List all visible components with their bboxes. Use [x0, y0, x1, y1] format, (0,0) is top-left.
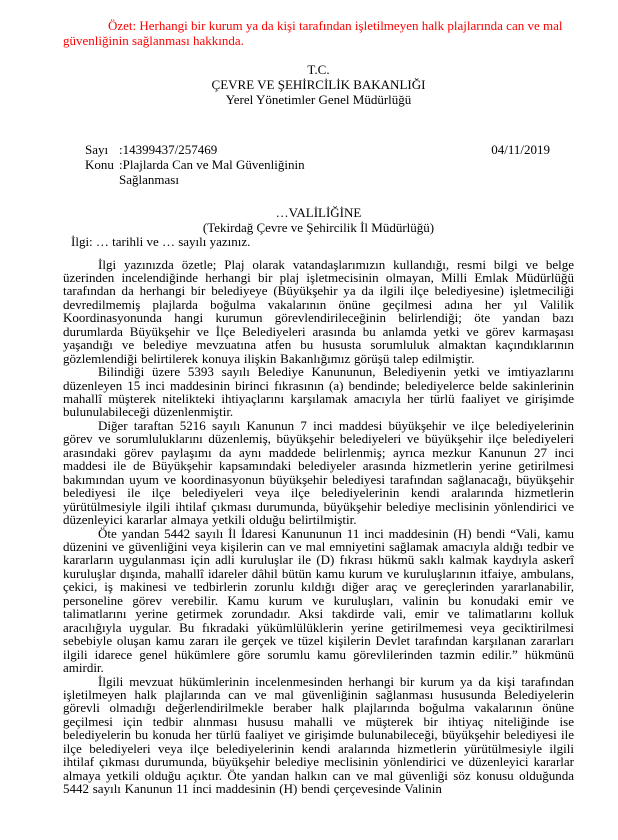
konu-field: [63, 157, 305, 172]
konu-value: :Plajlarda Can ve Mal Güvenliğinin: [119, 157, 305, 172]
date-value: 04/11/2019: [491, 142, 550, 157]
summary-text: Özet: Herhangi bir kurum ya da kişi tarafından işletilmeyen halk plajlarında can ve mal güvenliğinin sağlanması hakkında.: [63, 18, 563, 48]
letterhead-tc: T.C.: [307, 62, 330, 77]
recipient-block: [63, 206, 574, 235]
letterhead-directorate: Yerel Yönetimler Genel Müdürlüğü: [225, 92, 412, 107]
letter-meta: [63, 142, 574, 187]
konu-label: Konu: [85, 157, 114, 172]
body-paragraph-3: Diğer taraftan 5216 sayılı Kanunun 7 inci maddesi büyükşehir ve ilçe belediyelerinin görev ve sorumluluklarını düzenlemiş, büyükşehir belediyeleri ve büyükşehir ilçe belediyeleri arasındaki görev paylaşımı da aynı maddede belirlenmiş; ayrıca mezkur Kanunun 27 inci maddesi ile de Büyükşehir kapsamındaki belediyeler arasında hizmetlerin yerine getirilmesi bakımından uyum ve koordinasyonun büyükşehir belediyesi tarafından sağlanacağı, büyükşehir belediyesi ile ilçe belediyeleri veya ilçe belediyelerinin kendi aralarında hizmetlerin yürütülmesiyle ilgili ihtilaf çıkması durumunda, büyükşehir belediye meclisinin yönlendirici ve düzenleyici kararlar almaya yetkili olduğu belirtilmiştir.: [63, 417, 574, 528]
reference-line: İlgi: … tarihli ve … sayılı yazınız.: [71, 234, 251, 249]
sayi-field: [63, 142, 217, 157]
konu-row-line2: [63, 172, 574, 187]
letter-body: [63, 258, 574, 796]
letterhead: [63, 62, 574, 107]
recipient-line: …VALİLİĞİNE: [275, 205, 362, 220]
konu-row: [63, 157, 574, 172]
konu-value-line2: Sağlanması: [119, 172, 179, 187]
body-paragraph-5: İlgili mevzuat hükümlerinin incelenmesinden herhangi bir kurum ya da kişi tarafından işletilmeyen halk plajlarında can ve mal güvenliğinin sağlanması hususunda Belediyelerin görevli olmadığı değerlendirilmekle beraber halk plajlarında boğulma vakalarının önüne geçilmesi için tedbir alınması hususu mahalli ve müşterek bir ihtiyaç niteliğinde ise belediyelerin bu konuda her türlü faaliyet ve girişimde bulunabileceği, büyükşehir belediyesi ile ilçe belediyeleri veya ilçe belediyelerinin kendi aralarında hizmetlerin yürütülmesiyle ilgili ihtilaf çıkması durumunda, büyükşehir belediye meclisinin yönlendirici ve düzenleyici kararlar almaya yetkili olduğu açıktır. Öte yandan halkın can ve mal güvenliği söz konusu olduğunda 5442 sayılı Kanunun 11 inci maddesinin (H) bendi çerçevesinde Valinin: [63, 673, 574, 797]
body-paragraph-2: Bilindiği üzere 5393 sayılı Belediye Kanununun, Belediyenin yetki ve imtiyazlarını düzenleyen 15 inci maddesinin birinci fıkrasının (a) bendinde; belediyelerce belde sakinlerinin mahallî müşterek nitelikteki ihtiyaçlarını karşılamak amacıyla her türlü faaliyet ve girişimde bulunulabileceği düzenlenmiştir.: [63, 364, 574, 420]
sayi-value: :14399437/257469: [119, 142, 218, 157]
body-paragraph-1: İlgi yazınızda özetle; Plaj olarak vatandaşlarımızın kullandığı, resmi bilgi ve belge üzerinden incelendiğinde herhangi bir plaj işletmecisinin olmayan, Milli Emlak Müdürlüğü tarafından da herhangi bir belediyeye (Büyükşehir ya da ilgili ilçe belediyesine) işletmeciliği devredilmemiş plajlarda boğulma vakalarının önüne geçilmesi adına her yıl Valilik Koordinasyonunda hangi kurumun görevlendirileceğinin belirlendiği; öte yandan bazı durumlarda Büyükşehir ve İlçe Belediyeleri arasında bu anlamda yetki ve görev karmaşası yaşandığı ve belediye mevzuatına atfen bu hususta sorumluluk almaktan kaçındıklarının gözlemlendiği belirtilerek konuya ilişkin Bakanlığımız görüşü talep edilmiştir.: [63, 256, 574, 366]
recipient-sub-line: (Tekirdağ Çevre ve Şehircilik İl Müdürlüğü): [202, 219, 435, 235]
body-paragraph-4: Öte yandan 5442 sayılı İl İdaresi Kanununun 11 inci maddesinin (H) bendi “Vali, kamu düzenini ve güvenliğini veya kişilerin can ve mal emniyetini sağlamak amacıyla aldığı tedbir ve kararların uygulanması için adli kuruluşlar ile (D) fıkrası hükmü saklı kalmak kaydıyla askerî kuruluşlar dışında, mahallî idareler dâhil bütün kamu kurum ve kuruluşlarının itfaiye, ambulans, çekici, iş makinesi ve tedbirlerin zorunlu kıldığı diğer araç ve gereçlerinden yararlanabilir, personeline görev verebilir. Kamu kurum ve kuruluşları, valinin bu konudaki emir ve talimatlarını yerine getirmek zorundadır. Aksi takdirde vali, emir ve talimatlarını kolluk aracılığıyla uygular. Bu fıkradaki yükümlülüklerin yerine getirilmemesi veya geciktirilmesi sebebiyle oluşan kamu zararı ile gerçek ve tüzel kişilerin Devlet tarafından karşılanan zararları ilgili idarece genel hükümlere göre sorumlu kamu görevlilerinden tazmin edilir.” hükmünü amirdir.: [63, 525, 574, 676]
sayi-label: Sayı: [85, 142, 109, 157]
letterhead-ministry: ÇEVRE VE ŞEHİRCİLİK BAKANLIĞI: [211, 77, 426, 92]
sayi-row: [63, 142, 574, 157]
